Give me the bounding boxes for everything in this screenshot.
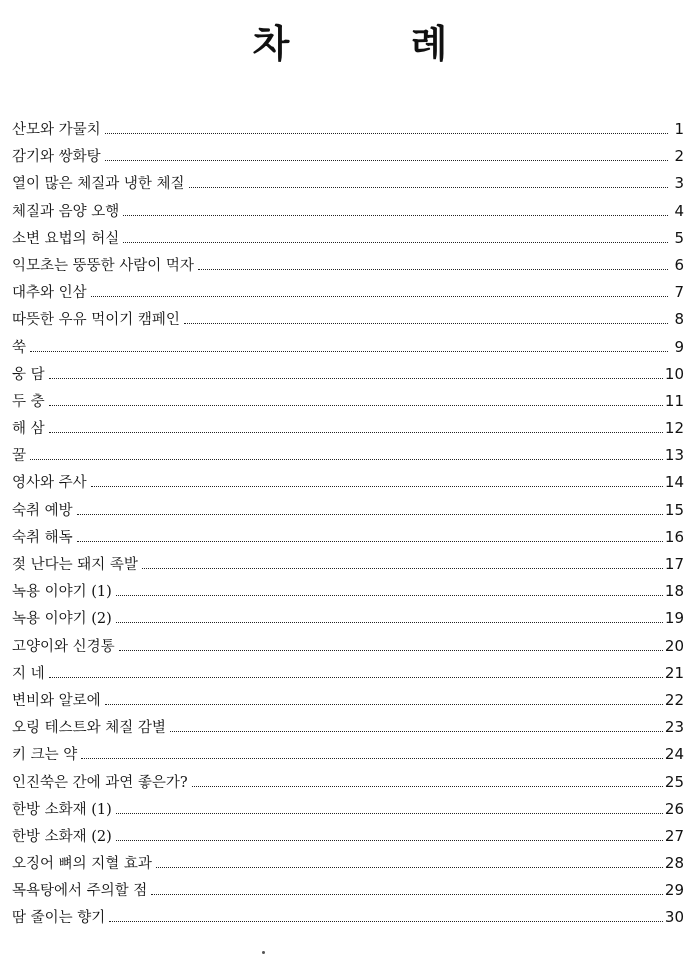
toc-entry <box>12 879 684 906</box>
toc-entry-title: 한방 소화재 (1) <box>12 801 112 818</box>
toc-entry-title: 소변 요법의 허실 <box>12 230 120 247</box>
toc-entry-title: 오링 테스트와 체질 감별 <box>12 720 166 737</box>
dot-leader <box>49 432 663 433</box>
toc-entry <box>12 662 684 689</box>
toc-entry-page: 5 <box>674 228 684 247</box>
toc-entry <box>12 580 684 607</box>
dot-leader <box>77 514 663 515</box>
toc-entry-page: 28 <box>664 854 684 873</box>
dot-leader <box>184 323 668 324</box>
toc-entry-title: 고양이와 신경통 <box>12 638 115 655</box>
toc-entry <box>12 798 684 825</box>
dot-leader <box>105 133 668 134</box>
toc-entry-page: 7 <box>674 283 684 302</box>
dot-leader <box>170 731 663 732</box>
toc-entry-page: 16 <box>664 527 684 546</box>
toc-entry-title: 지 네 <box>12 665 45 682</box>
toc-entry-title: 해 삼 <box>12 421 45 438</box>
toc-entry <box>12 499 684 526</box>
toc-entry-page: 17 <box>664 555 684 573</box>
toc-entry <box>12 336 684 363</box>
toc-entry-page: 19 <box>664 609 684 628</box>
dot-leader <box>49 677 663 678</box>
toc-entry-page: 27 <box>664 826 684 845</box>
toc-entry <box>12 553 684 580</box>
dot-leader <box>116 840 663 841</box>
toc-entry <box>12 444 684 471</box>
toc-entry-page: 23 <box>664 718 684 737</box>
toc-entry-page: 6 <box>674 255 684 274</box>
toc-entry <box>12 743 684 770</box>
toc-entry-title: 땀 줄이는 향기 <box>12 910 106 927</box>
toc-entry-page: 29 <box>664 881 684 900</box>
toc-entry-title: 숙취 예방 <box>12 502 73 519</box>
toc-entry <box>12 145 684 172</box>
toc-entry-title: 젖 난다는 돼지 족발 <box>12 557 138 573</box>
toc-entry-title: 인진쑥은 간에 과연 좋은가? <box>12 774 188 791</box>
toc-entry-page: 11 <box>664 391 684 410</box>
toc-entry-title: 감기와 쌍화탕 <box>12 149 101 166</box>
toc-entry-page: 15 <box>664 500 684 519</box>
toc-entry <box>12 363 684 390</box>
toc-entry-title: 녹용 이야기 (1) <box>12 584 112 601</box>
toc-entry-title: 꿀 <box>12 448 27 465</box>
toc-entry <box>12 200 684 227</box>
dot-leader <box>109 921 663 922</box>
toc-entry-page: 20 <box>664 636 684 655</box>
dot-leader <box>91 486 663 487</box>
toc-entry <box>12 825 684 852</box>
toc-entry-title: 목욕탕에서 주의할 점 <box>12 883 148 900</box>
dot-leader <box>116 813 663 814</box>
toc-entry <box>12 471 684 498</box>
toc-entry-title: 두 충 <box>12 393 45 410</box>
dot-leader <box>156 867 663 868</box>
toc-entry-title: 체질과 음양 오행 <box>12 203 120 220</box>
dot-leader <box>116 595 663 596</box>
toc-entry-title: 쑥 <box>12 339 27 356</box>
toc-entry <box>12 308 684 335</box>
toc-entry-title: 녹용 이야기 (2) <box>12 611 112 628</box>
toc-entry <box>12 390 684 417</box>
toc-entry-title: 익모초는 뚱뚱한 사람이 먹자 <box>12 257 194 274</box>
toc-entry <box>12 716 684 743</box>
toc-entry-page: 3 <box>674 174 684 193</box>
toc-entry-title: 따뜻한 우유 먹이기 캠페인 <box>12 312 180 329</box>
toc-entry <box>12 281 684 308</box>
toc-entry-title: 웅 담 <box>12 366 45 383</box>
dot-leader <box>123 215 668 216</box>
toc-entry-title: 열이 많은 체질과 냉한 체질 <box>12 176 185 193</box>
dot-leader <box>30 459 663 460</box>
table-of-contents <box>12 118 684 934</box>
toc-entry-page: 13 <box>664 446 684 465</box>
toc-entry <box>12 607 684 634</box>
toc-entry-page: 22 <box>664 690 684 709</box>
toc-entry-page: 24 <box>664 745 684 764</box>
dot-leader <box>30 351 668 352</box>
toc-entry-page: 26 <box>664 799 684 818</box>
page-title: 차 례 <box>252 22 502 66</box>
dot-leader <box>91 296 668 297</box>
toc-entry <box>12 118 684 145</box>
toc-entry-title: 키 크는 약 <box>12 747 78 764</box>
toc-entry <box>12 227 684 254</box>
toc-entry <box>12 852 684 879</box>
dot-leader <box>105 160 668 161</box>
dot-leader <box>192 786 663 787</box>
toc-entry-title: 한방 소화재 (2) <box>12 828 112 845</box>
toc-entry-page: 2 <box>674 147 684 166</box>
dot-leader <box>142 568 663 569</box>
toc-entry <box>12 172 684 199</box>
toc-entry-page: 21 <box>664 663 684 682</box>
dot-leader <box>119 650 663 651</box>
dot-leader <box>81 758 663 759</box>
toc-entry-page: 30 <box>664 908 684 927</box>
dot-leader <box>151 894 663 895</box>
toc-entry <box>12 417 684 444</box>
toc-entry-page: 12 <box>664 419 684 438</box>
dot-leader <box>77 541 663 542</box>
toc-entry-page: 8 <box>674 310 684 329</box>
dot-leader <box>49 378 663 379</box>
toc-entry-title: 숙취 해독 <box>12 529 73 546</box>
toc-entry-page: 10 <box>664 364 684 383</box>
dot-leader <box>116 622 663 623</box>
toc-entry-page: 4 <box>674 201 684 220</box>
dot-leader <box>105 704 663 705</box>
dot-leader <box>123 242 668 243</box>
toc-entry-page: 18 <box>664 582 684 601</box>
toc-entry-page: 25 <box>664 772 684 791</box>
dot-leader <box>49 405 663 406</box>
toc-entry <box>12 526 684 553</box>
toc-entry-title: 변비와 알로에 <box>12 692 101 709</box>
toc-entry <box>12 254 684 281</box>
toc-entry-page: 9 <box>674 337 684 356</box>
toc-entry <box>12 635 684 662</box>
toc-entry-title: 오징어 뼈의 지혈 효과 <box>12 856 152 873</box>
toc-entry-page: 1 <box>674 120 684 138</box>
toc-entry-title: 대추와 인삼 <box>12 285 87 302</box>
page-dot <box>262 951 265 954</box>
toc-entry-page: 14 <box>664 473 684 492</box>
toc-entry-title: 영사와 주사 <box>12 475 87 492</box>
toc-entry-title: 산모와 가물치 <box>12 122 101 138</box>
dot-leader <box>198 269 668 270</box>
dot-leader <box>189 187 668 188</box>
toc-entry <box>12 771 684 798</box>
toc-entry <box>12 906 684 933</box>
toc-entry <box>12 689 684 716</box>
